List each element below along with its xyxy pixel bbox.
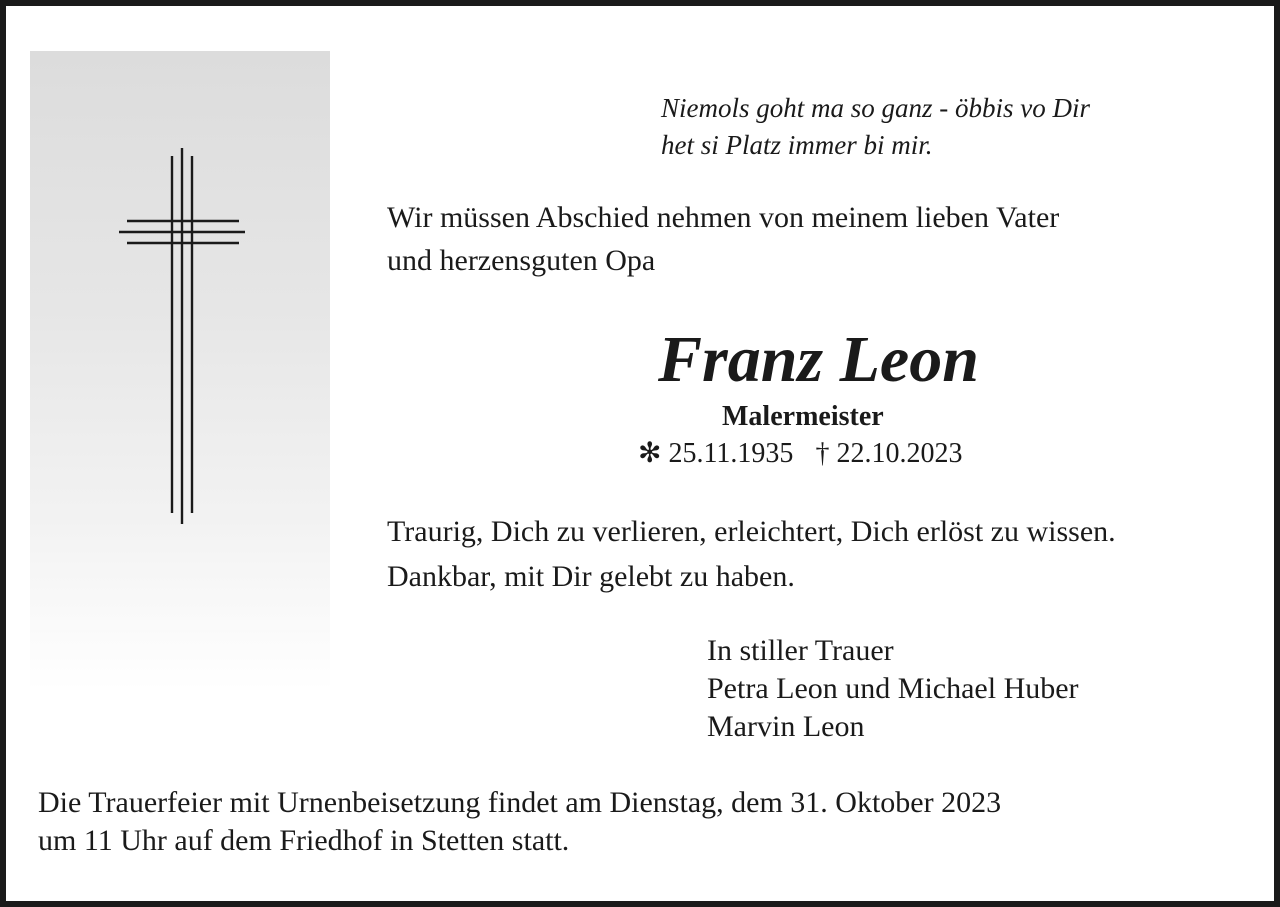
deceased-profession: Malermeister (722, 401, 884, 432)
funeral-line: Die Trauerfeier mit Urnenbeisetzung findet am Dienstag, dem 31. Oktober 2023 (38, 786, 1002, 819)
death-cross-icon: † (815, 438, 830, 469)
funeral-info (38, 784, 1001, 860)
deceased-name: Franz Leon (658, 323, 979, 396)
verse-line: het si Platz immer bi mir. (661, 130, 933, 160)
birth-star-icon: ✻ (638, 438, 662, 469)
funeral-line: um 11 Uhr auf dem Friedhof in Stetten statt. (38, 824, 570, 857)
cross-icon (30, 51, 330, 691)
quote-line: Traurig, Dich zu verlieren, erleichtert, Dich erlöst zu wissen. (387, 515, 1116, 548)
mourners-line: Petra Leon und Michael Huber (707, 672, 1079, 705)
mourners-line: Marvin Leon (707, 710, 865, 743)
birth-date: 25.11.1935 (668, 438, 794, 469)
intro-line: und herzensguten Opa (387, 244, 656, 277)
quote-line: Dankbar, mit Dir gelebt zu haben. (387, 560, 795, 593)
cross-panel (30, 51, 330, 691)
mourners-line: In stiller Trauer (707, 634, 894, 667)
verse (661, 90, 1090, 164)
memorial-quote (387, 509, 1116, 599)
verse-line: Niemols goht ma so ganz - öbbis vo Dir (661, 93, 1091, 123)
mourners-list (707, 632, 1079, 746)
intro-line: Wir müssen Abschied nehmen von meinem lieben Vater (387, 201, 1060, 234)
life-dates (638, 435, 962, 473)
intro-text (387, 196, 1059, 282)
death-date: 22.10.2023 (836, 438, 963, 469)
